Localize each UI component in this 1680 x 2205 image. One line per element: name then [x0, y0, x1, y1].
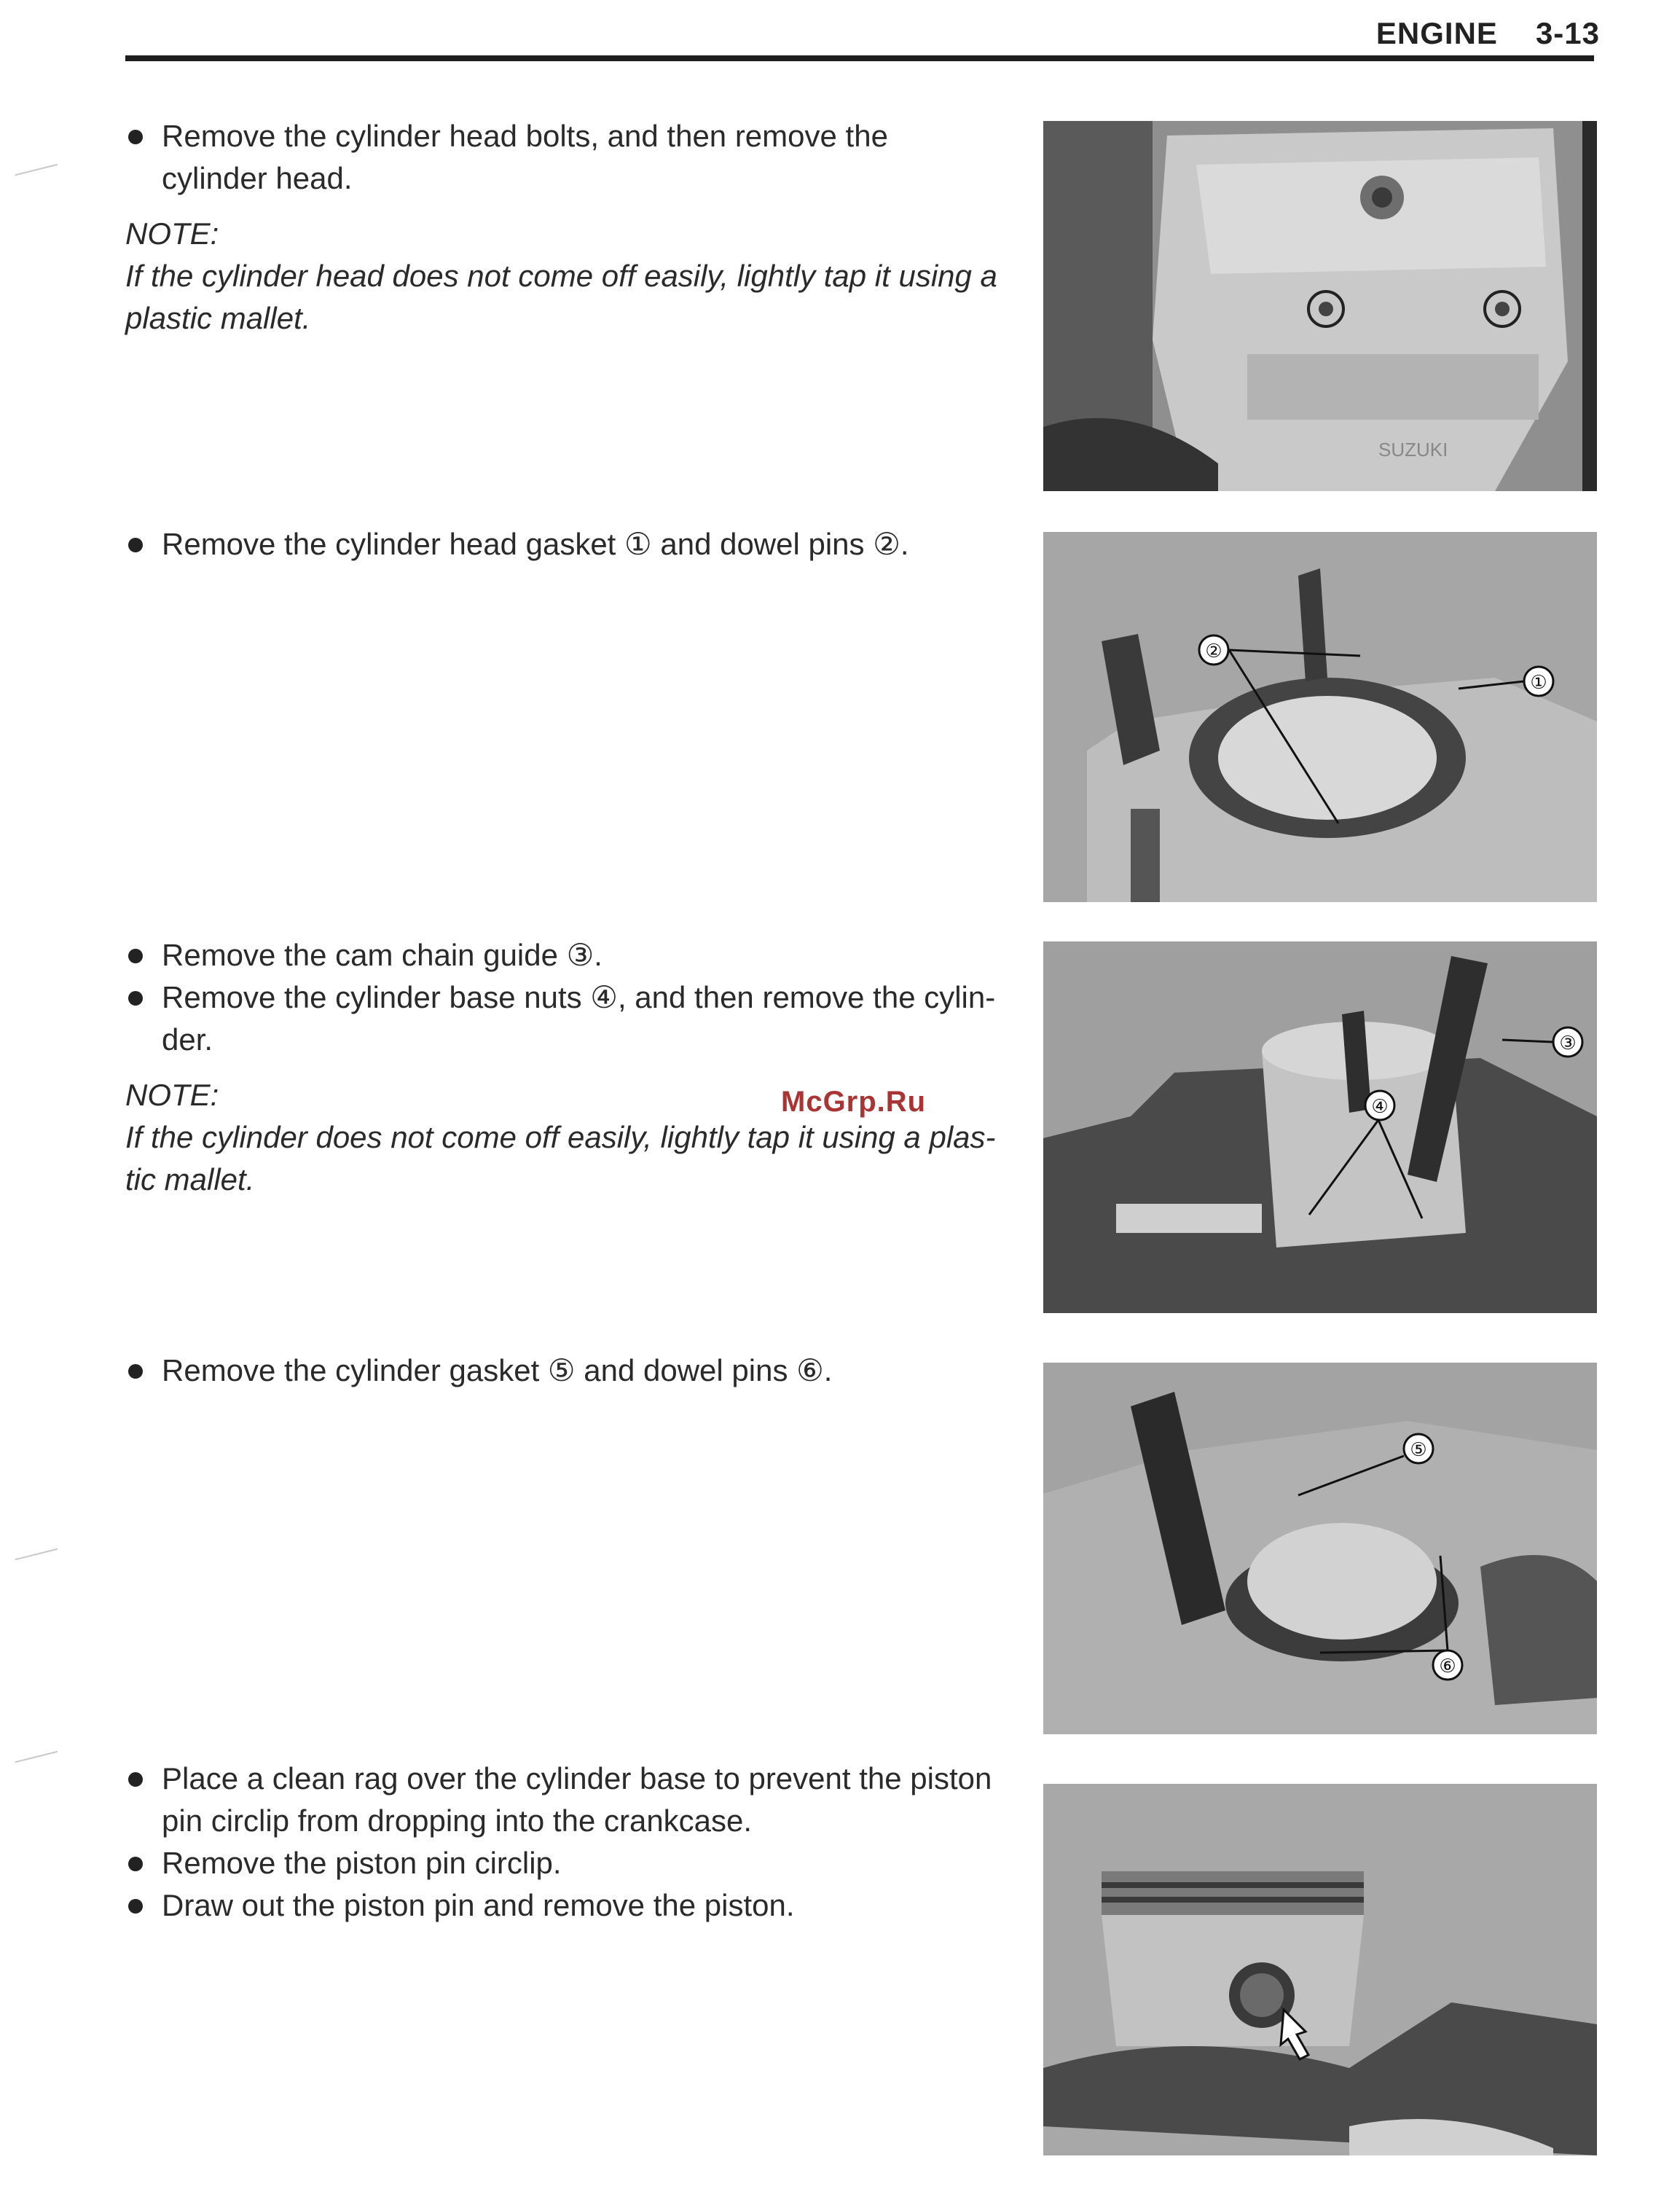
- step-3-note-label: NOTE:: [125, 1078, 219, 1112]
- callout-4: ④: [1371, 1096, 1389, 1118]
- callout-2: ②: [1205, 641, 1222, 662]
- photo-cylinder: [1043, 941, 1597, 1313]
- step-3-bullet-2: Remove the cylinder base nuts ④, and then remove the cylin-der.: [125, 976, 1000, 1061]
- section-title: ENGINE: [1375, 16, 1498, 50]
- step-3-note-text: If the cylinder does not come off easily, lightly tap it using a plas-tic mallet.: [125, 1120, 996, 1197]
- photo-cylinder-head: [1043, 121, 1597, 491]
- margin-mark: [15, 164, 58, 177]
- step-4: [125, 1350, 1000, 1392]
- callout-6: ⑥: [1439, 1656, 1456, 1677]
- step-5-bullet-1: Place a clean rag over the cylinder base to prevent the piston pin circlip from dropping into the crankcase.: [125, 1758, 1000, 1842]
- callout-5: ⑤: [1410, 1439, 1427, 1461]
- watermark: McGrp.Ru: [781, 1086, 927, 1118]
- page-header: [1376, 16, 1600, 51]
- step-1: [125, 115, 1000, 340]
- callout-1: ①: [1530, 672, 1547, 694]
- header-rule: [125, 55, 1594, 61]
- photo-head-gasket: [1043, 532, 1597, 902]
- photo-piston: [1043, 1784, 1597, 2155]
- step-2-bullet-1: Remove the cylinder head gasket ① and dowel pins ②.: [125, 523, 1000, 565]
- step-5: [125, 1758, 1000, 1927]
- callout-3: ③: [1559, 1033, 1577, 1054]
- step-1-note-text: If the cylinder head does not come off easily, lightly tap it using a plastic mallet.: [125, 259, 997, 335]
- step-3: [125, 934, 1000, 1201]
- photo1-brand-text: SUZUKI: [1378, 439, 1448, 461]
- step-1-bullet-1: Remove the cylinder head bolts, and then remove the cylinder head.: [125, 115, 1000, 200]
- step-5-bullet-3: Draw out the piston pin and remove the piston.: [125, 1884, 1000, 1927]
- margin-mark: [15, 1548, 58, 1562]
- page-number: 3-13: [1535, 16, 1600, 50]
- step-3-bullet-1: Remove the cam chain guide ③.: [125, 934, 1000, 976]
- photo-cylinder-gasket: [1043, 1363, 1597, 1734]
- step-2: [125, 523, 1000, 565]
- margin-mark: [15, 1751, 58, 1764]
- step-5-bullet-2: Remove the piston pin circlip.: [125, 1842, 1000, 1884]
- step-4-bullet-1: Remove the cylinder gasket ⑤ and dowel pins ⑥.: [125, 1350, 1000, 1392]
- step-1-note-label: NOTE:: [125, 216, 219, 251]
